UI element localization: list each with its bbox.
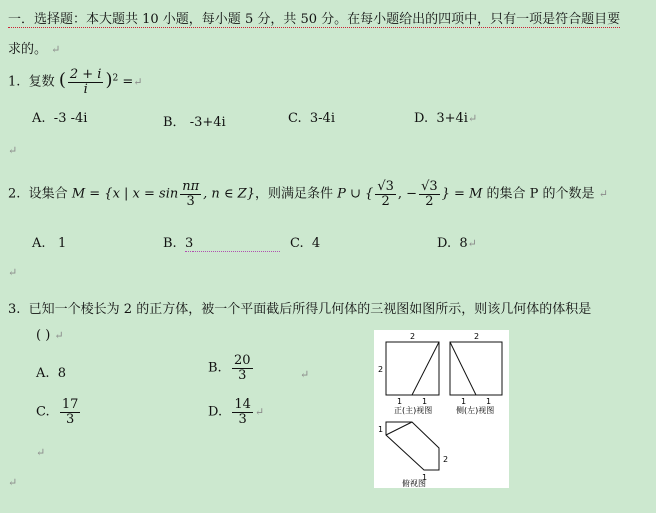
section-title-cont: 求的。 ↵ (8, 42, 61, 57)
top-dim-left: 1 (378, 425, 384, 434)
side-dim-bottom-left: 1 (461, 397, 467, 406)
three-view-figure (374, 330, 509, 488)
q1-option-c: C. 3-4i (288, 111, 335, 126)
return-mark: ↵ (36, 446, 46, 459)
q1-option-a: A. -3 -4i (32, 111, 88, 126)
q2-option-b: B. 3 (163, 236, 280, 251)
side-dim-top: 2 (474, 332, 480, 341)
front-dim-top: 2 (410, 332, 416, 341)
q3-answer-blank: ( ) ↵ (36, 328, 64, 343)
q3-option-a: A. 8 (36, 366, 67, 381)
front-view-diagonal (412, 342, 439, 395)
question-3: 3. 已知一个棱长为 2 的正方体，被一个平面截后所得几何体的三视图如图所示，则该几何体的体积是 (8, 302, 592, 317)
top-view-label: 俯视图 (402, 479, 426, 488)
q1-option-b: B． -3+4i (163, 115, 226, 130)
q3-option-b: B. $\frac{20}{3}$ (208, 353, 251, 383)
q3-option-d: D. $\frac{14}{3}$ ↵ (208, 397, 265, 427)
top-dim-bottom: 1 (422, 473, 428, 482)
question-2: 2. 设集合 M = {x | x = sin $\frac{n\pi}{3}$ , n ∈ Z}，则满足条件 P ∪ { $\frac{√3}{2}$ , − $\frac{√3}{2}$ } = M 的集合 P 的个数是 ↵ (8, 179, 608, 209)
q2-option-a: A. 1 (32, 236, 67, 251)
return-mark: ↵ (8, 144, 18, 157)
front-view-label: 正(主)视图 (394, 406, 433, 415)
side-view-square (450, 342, 502, 395)
q2-option-c: C. 4 (290, 236, 321, 251)
front-dim-left: 2 (378, 365, 384, 374)
side-dim-bottom-right: 1 (486, 397, 492, 406)
three-view-diagram (374, 330, 509, 488)
return-mark: ↵ (8, 476, 18, 489)
return-mark: ↵ (300, 368, 310, 381)
front-view-square (386, 342, 439, 395)
q2-option-d: D. 8↵ (437, 236, 477, 251)
top-view-shape (386, 422, 439, 470)
top-dim-right: 2 (443, 455, 449, 464)
front-dim-bottom-left: 1 (397, 397, 403, 406)
question-1: 1. 复数 ( $\frac{2 + i}{i}$ )$^2$ =↵ (8, 67, 143, 97)
return-mark: ↵ (8, 266, 18, 279)
side-view-diagonal (450, 342, 476, 395)
front-dim-bottom-right: 1 (422, 397, 428, 406)
q3-option-c: C. $\frac{17}{3}$ (36, 397, 79, 427)
section-title: 一．选择题：本大题共 10 小题，每小题 5 分，共 50 分。在每小题给出的四项中，只有一项是符合题目要 (8, 12, 621, 27)
top-view-diagonal (386, 422, 412, 435)
q1-option-d: D. 3+4i↵ (414, 111, 478, 126)
side-view-label: 侧(左)视图 (456, 406, 495, 415)
